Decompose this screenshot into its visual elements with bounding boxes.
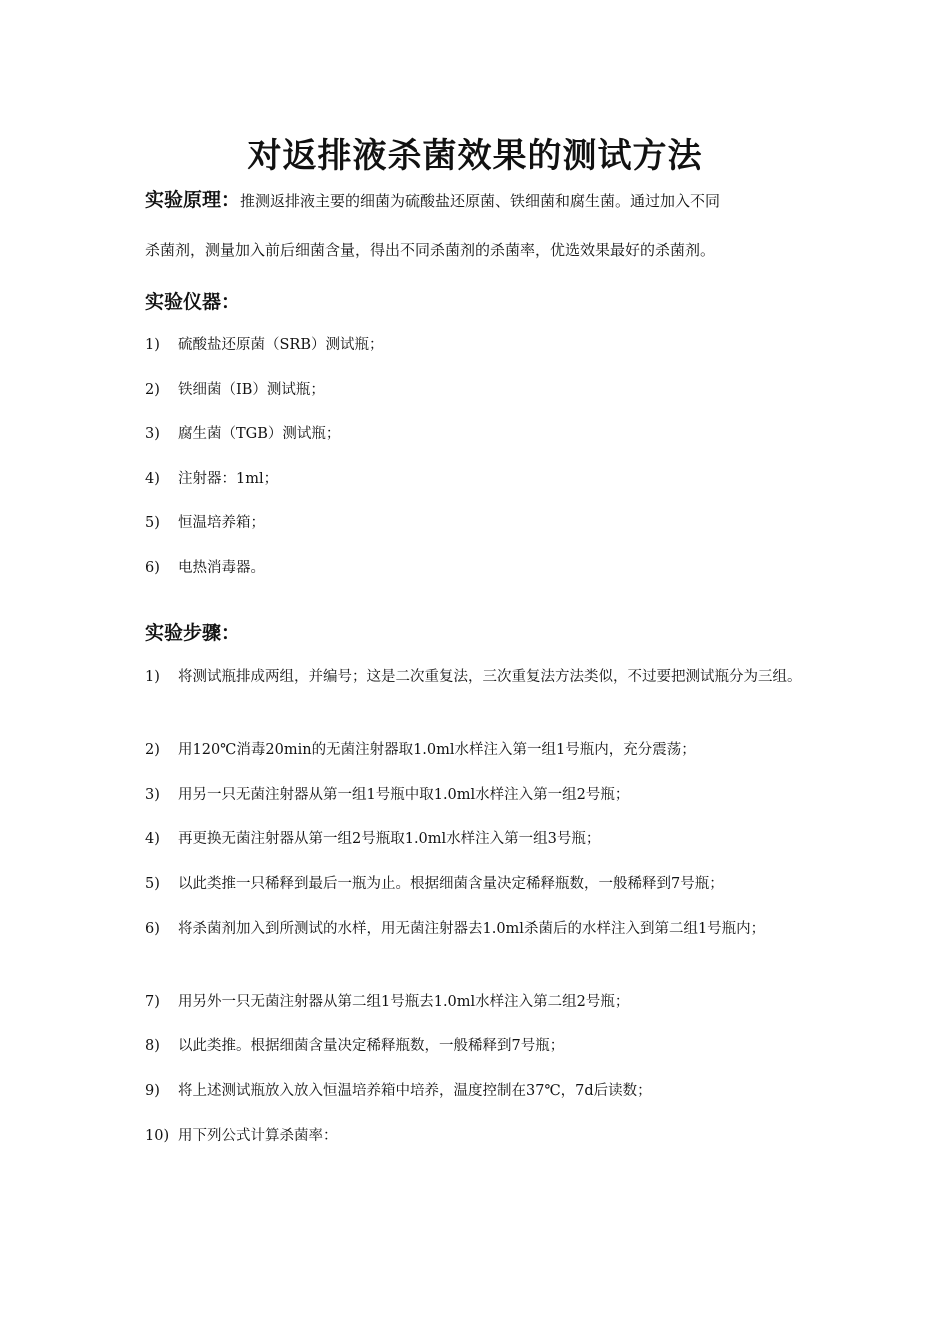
item-number: 6) (145, 560, 160, 576)
item-text: 硫酸盐还原菌（SRB）测试瓶； (178, 337, 384, 353)
list-item (145, 825, 810, 853)
list-item (145, 554, 810, 582)
item-text: 用120℃消毒20min的无菌注射器取1.0ml水样注入第一组1号瓶内，充分震荡； (178, 742, 696, 758)
item-text: 铁细菌（IB）测试瓶； (178, 382, 325, 398)
item-number: 3) (145, 787, 160, 803)
principle-paragraph (145, 190, 810, 211)
list-item (145, 1077, 810, 1105)
item-number: 5) (145, 876, 160, 892)
item-number: 2) (145, 742, 160, 758)
item-number: 1) (145, 669, 160, 685)
item-text: 以此类推。根据细菌含量决定稀释瓶数，一般稀释到7号瓶； (178, 1038, 565, 1054)
list-item (145, 376, 810, 404)
item-text: 注射器：1ml； (178, 471, 279, 487)
item-number: 8) (145, 1038, 160, 1054)
list-item (145, 1032, 810, 1060)
item-number: 3) (145, 426, 160, 442)
principle-line2: 杀菌剂，测量加入前后细菌含量，得出不同杀菌剂的杀菌率，优选效果最好的杀菌剂。 (145, 241, 716, 259)
item-number: 10) (145, 1128, 170, 1144)
item-number: 4) (145, 471, 160, 487)
steps-heading: 实验步骤： (145, 622, 241, 644)
list-item (145, 509, 810, 537)
item-text: 将杀菌剂加入到所测试的水样，用无菌注射器去1.0ml杀菌后的水样注入到第二组1号瓶内； (178, 921, 766, 937)
item-text: 腐生菌（TGB）测试瓶； (178, 426, 341, 442)
instruments-heading: 实验仪器： (145, 291, 241, 313)
list-item (145, 331, 810, 359)
list-item (145, 870, 810, 898)
item-number: 5) (145, 515, 160, 531)
item-number: 7) (145, 994, 160, 1010)
list-item (145, 465, 810, 493)
item-text: 将测试瓶排成两组，并编号；这是二次重复法，三次重复法方法类似，不过要把测试瓶分为三组。 (178, 669, 802, 685)
list-item (145, 988, 810, 1016)
page-title: 对返排液杀菌效果的测试方法 (247, 136, 703, 176)
item-text: 用另外一只无菌注射器从第二组1号瓶去1.0ml水样注入第二组2号瓶； (178, 994, 630, 1010)
list-item (145, 663, 810, 691)
list-item (145, 1122, 810, 1150)
item-text: 电热消毒器。 (178, 560, 265, 576)
item-text: 以此类推一只稀释到最后一瓶为止。根据细菌含量决定稀释瓶数，一般稀释到7号瓶； (178, 876, 724, 892)
item-text: 用另一只无菌注射器从第一组1号瓶中取1.0ml水样注入第一组2号瓶； (178, 787, 630, 803)
item-text: 用下列公式计算杀菌率： (178, 1128, 338, 1144)
item-number: 1) (145, 337, 160, 353)
principle-line1: 推测返排液主要的细菌为硫酸盐还原菌、铁细菌和腐生菌。通过加入不同 (240, 192, 721, 210)
item-number: 6) (145, 921, 160, 937)
item-text: 将上述测试瓶放入放入恒温培养箱中培养，温度控制在37℃，7d后读数； (178, 1083, 652, 1099)
item-number: 9) (145, 1083, 160, 1099)
item-text: 恒温培养箱； (178, 515, 265, 531)
item-text: 再更换无菌注射器从第一组2号瓶取1.0ml水样注入第一组3号瓶； (178, 831, 601, 847)
item-number: 2) (145, 382, 160, 398)
list-item (145, 781, 810, 809)
list-item (145, 420, 810, 448)
item-number: 4) (145, 831, 160, 847)
principle-label: 实验原理： (145, 189, 241, 211)
list-item (145, 915, 810, 943)
list-item (145, 736, 810, 764)
